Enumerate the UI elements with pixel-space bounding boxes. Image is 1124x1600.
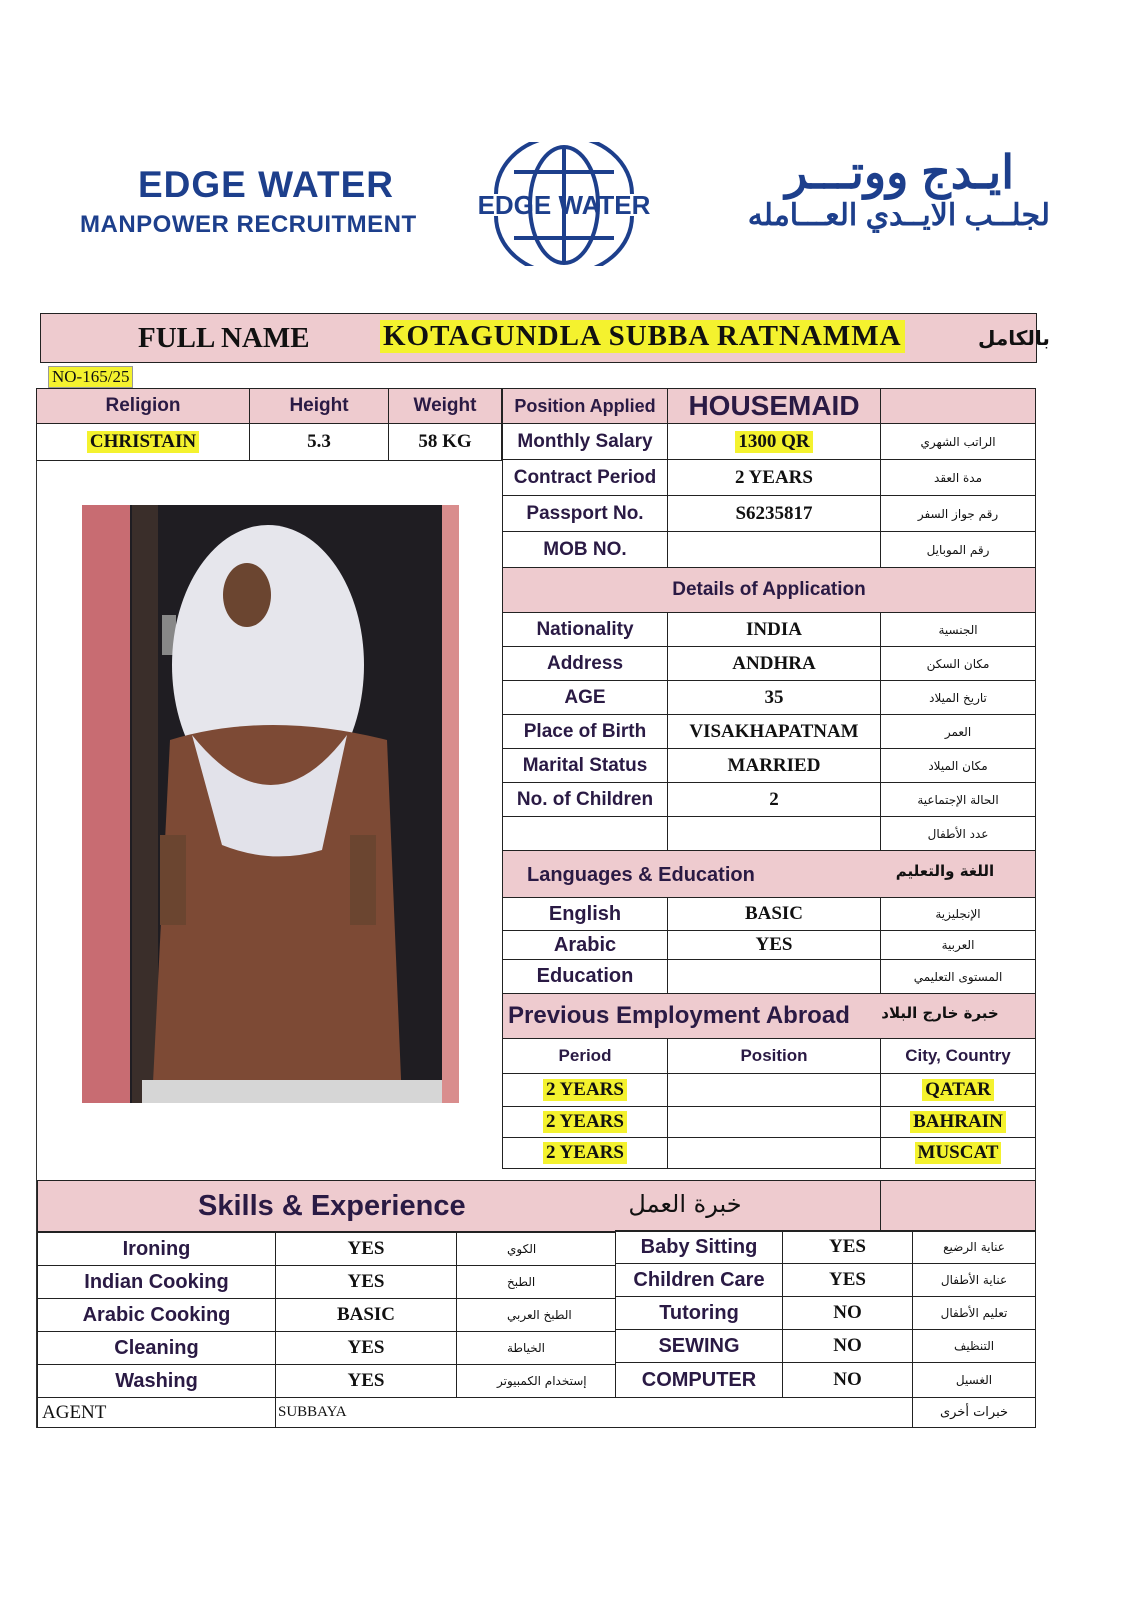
brand-name-arabic: ايـدج ووتـــر [785,146,1014,198]
globe-logo-icon [474,142,654,266]
detail-arabic: الحالة الإجتماعية [880,782,1036,817]
logo-text: EDGE WATER [477,190,651,220]
salary-arabic: الراتب الشهري [880,423,1036,460]
detail-value: VISAKHAPATNAM [667,714,881,749]
skill-arabic: الطبخ العربي [456,1298,616,1332]
language-label-english: English [502,897,668,931]
detail-label [502,816,668,851]
detail-value: INDIA [667,612,881,647]
detail-arabic: مكان الميلاد [880,748,1036,783]
languages-title: Languages & Education [527,864,755,886]
education-label: Education [502,959,668,994]
position-arabic-cell [880,388,1036,424]
detail-arabic: تاريخ الميلاد [880,680,1036,715]
skill-label: Washing [37,1364,276,1398]
position-label: Position Applied [502,388,668,424]
skill-value: YES [275,1364,457,1398]
language-arabic-english: الإنجليزية [880,897,1036,931]
employment-position [667,1106,881,1138]
employment-country-cell [880,1106,1036,1138]
full-name-value: KOTAGUNDLA SUBBA RATNAMMA [380,320,905,353]
employment-position [667,1073,881,1107]
skill-label: Cleaning [37,1331,276,1365]
passport-value: S6235817 [667,495,881,532]
employment-period: 2 YEARS [543,1142,627,1164]
skills-title-empty [880,1180,1036,1232]
detail-arabic: الجنسية [880,612,1036,647]
skill-value: YES [275,1265,457,1299]
employment-country: BAHRAIN [910,1111,1006,1133]
passport-arabic: رقم جواز السفر [880,495,1036,532]
employment-header-position: Position [667,1038,881,1074]
skill-label: SEWING [615,1329,783,1363]
brand-name: EDGE WATER [138,164,394,205]
employment-position [667,1137,881,1169]
details-title: Details of Application [502,567,1036,613]
skill-value: YES [275,1232,457,1266]
contract-label: Contract Period [502,459,668,496]
weight-value: 58 KG [388,423,502,461]
employment-period-cell [502,1106,668,1138]
language-value-english: BASIC [667,897,881,931]
detail-label: Marital Status [502,748,668,783]
employment-header-period: Period [502,1038,668,1074]
detail-value: 35 [667,680,881,715]
skill-value: NO [782,1296,913,1330]
skill-arabic: الغسيل [912,1362,1036,1398]
skill-arabic: التنظيف [912,1329,1036,1363]
skill-label: Children Care [615,1263,783,1297]
mob-arabic: رقم الموبايل [880,531,1036,568]
mob-value [667,531,881,568]
skill-arabic: عناية الرضيع [912,1230,1036,1264]
employment-period-cell [502,1137,668,1169]
weight-header: Weight [388,388,502,424]
employment-country-cell [880,1073,1036,1107]
language-value-arabic: YES [667,930,881,960]
employment-country-cell [880,1137,1036,1169]
skill-value: YES [782,1230,913,1264]
detail-arabic: مكان السكن [880,646,1036,681]
skill-label: Ironing [37,1232,276,1266]
employment-period-cell [502,1073,668,1107]
skill-arabic: إستخدام الكمبيوتر [456,1364,616,1398]
employment-period: 2 YEARS [543,1111,627,1133]
detail-value: 2 [667,782,881,817]
skill-label: Arabic Cooking [37,1298,276,1332]
mob-label: MOB NO. [502,531,668,568]
skill-arabic: الخياطة [456,1331,616,1365]
employment-title-arabic: خبرة خارج البلاد [881,1004,999,1022]
skills-title: Skills & Experience [198,1190,466,1222]
skill-label: COMPUTER [615,1362,783,1398]
language-arabic-arabic: العربية [880,930,1036,960]
contract-arabic: مدة العقد [880,459,1036,496]
skill-arabic: تعليم الأطفال [912,1296,1036,1330]
salary-value: 1300 QR [735,431,812,453]
skill-value: NO [782,1329,913,1363]
salary-label: Monthly Salary [502,423,668,460]
brand-subtitle-arabic: لجلــب الايــدي العـــامله [747,199,1050,232]
religion-header: Religion [36,388,250,424]
skill-value: BASIC [275,1298,457,1332]
height-value: 5.3 [249,423,389,461]
detail-value: ANDHRA [667,646,881,681]
detail-arabic: عدد الأطفال [880,816,1036,851]
skills-title-arabic: خبرة العمل [628,1190,742,1218]
languages-title-arabic: اللغة والتعليم [895,862,995,880]
detail-label: Place of Birth [502,714,668,749]
detail-label: AGE [502,680,668,715]
employment-country: MUSCAT [915,1142,1002,1164]
skill-arabic: الطبخ [456,1265,616,1299]
passport-label: Passport No. [502,495,668,532]
employment-title: Previous Employment Abroad [508,1002,850,1029]
employment-header-country: City, Country [880,1038,1036,1074]
skill-label: Indian Cooking [37,1265,276,1299]
detail-value: MARRIED [667,748,881,783]
employment-country: QATAR [922,1079,994,1101]
detail-arabic: العمر [880,714,1036,749]
height-header: Height [249,388,389,424]
skill-value: YES [782,1263,913,1297]
agent-value: SUBBAYA [275,1397,913,1428]
skill-arabic: عناية الأطفال [912,1263,1036,1297]
employment-period: 2 YEARS [543,1079,627,1101]
detail-label: Address [502,646,668,681]
religion-value: CHRISTAIN [87,431,199,453]
detail-label: No. of Children [502,782,668,817]
skill-value: NO [782,1362,913,1398]
skill-value: YES [275,1331,457,1365]
skill-arabic: الكوي [456,1232,616,1266]
agent-arabic: خبرات أخرى [912,1397,1036,1428]
skill-label: Tutoring [615,1296,783,1330]
agent-label: AGENT [37,1397,276,1428]
education-value [667,959,881,994]
brand-subtitle: MANPOWER RECRUITMENT [80,211,417,238]
position-value: HOUSEMAID [667,388,881,424]
salary-cell [667,423,881,460]
contract-value: 2 YEARS [667,459,881,496]
candidate-photo [82,505,459,1103]
detail-value [667,816,881,851]
detail-label: Nationality [502,612,668,647]
language-label-arabic: Arabic [502,930,668,960]
full-name-label: FULL NAME [138,322,310,354]
skill-label: Baby Sitting [615,1230,783,1264]
reference-number: NO-165/25 [48,366,133,388]
education-arabic: المستوى التعليمي [880,959,1036,994]
full-name-label-arabic: بالكامل [978,326,1050,350]
religion-cell [36,423,250,461]
